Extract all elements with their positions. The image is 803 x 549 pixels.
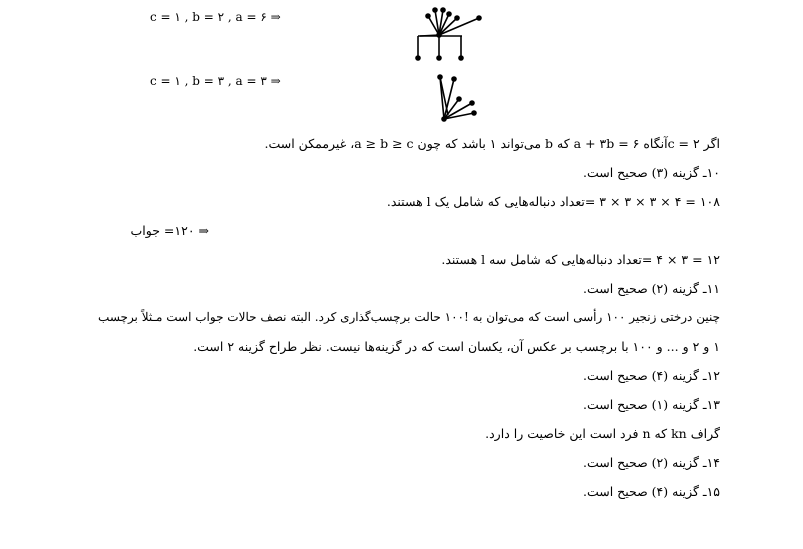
graph-kn-note: گراف kn که n فرد است این خاصیت را دارد. — [485, 426, 720, 441]
answer-12: ۱۲ـ گزینه (۴) صحیح است. — [583, 368, 720, 383]
answer-11: ۱۱ـ گزینه (۲) صحیح است. — [583, 281, 720, 296]
answer-14: ۱۴ـ گزینه (۲) صحیح است. — [583, 455, 720, 470]
sequence-count-one-l: ۱۰۸ = ۴ × ۳ × ۳ × ۳ =تعداد دنباله‌هایی که شامل یک ‌l هستند. — [386, 194, 720, 209]
tree-diagram-2 — [435, 68, 485, 126]
equation-case-2: c = ۱ , b = ۳ , a = ۳ ⇒ — [150, 74, 281, 88]
tree-diagram-1 — [410, 5, 490, 65]
equation-case-1: c = ۱ , b = ۲ , a = ۶ ⇒ — [150, 10, 281, 24]
answer-total: ⇒ ۱۲۰= جواب — [130, 223, 209, 238]
sequence-count-three-l: ۱۲ = ۳ × ۴ =تعداد دنباله‌هایی که شامل سه ‌l هستند. — [441, 252, 720, 267]
answer-10: ۱۰ـ گزینه (۳) صحیح است. — [583, 165, 720, 180]
explanation-line-2: ۱ و ۲ و ... و ۱۰۰ با برچسب بر عکس آن، یکسان است که در گزینه‌ها نیست. نظر طراح گزینه ۲ است. — [193, 339, 720, 354]
text-line-1: اگر c = ۲آنگاه a + ۳b = ۶ که b می‌تواند ۱ باشد که چون a ≥ b ≥ c، غیرممکن است. — [264, 136, 720, 151]
answer-15: ۱۵ـ گزینه (۴) صحیح است. — [583, 484, 720, 499]
explanation-line-1: چنین درختی زنجیر ۱۰۰ رأسی است که می‌توان به !۱۰۰ حالت برچسب‌گذاری کرد. البته نصف حالات جواب است مـثلاً برچسب — [98, 310, 720, 324]
answer-13: ۱۳ـ گزینه (۱) صحیح است. — [583, 397, 720, 412]
